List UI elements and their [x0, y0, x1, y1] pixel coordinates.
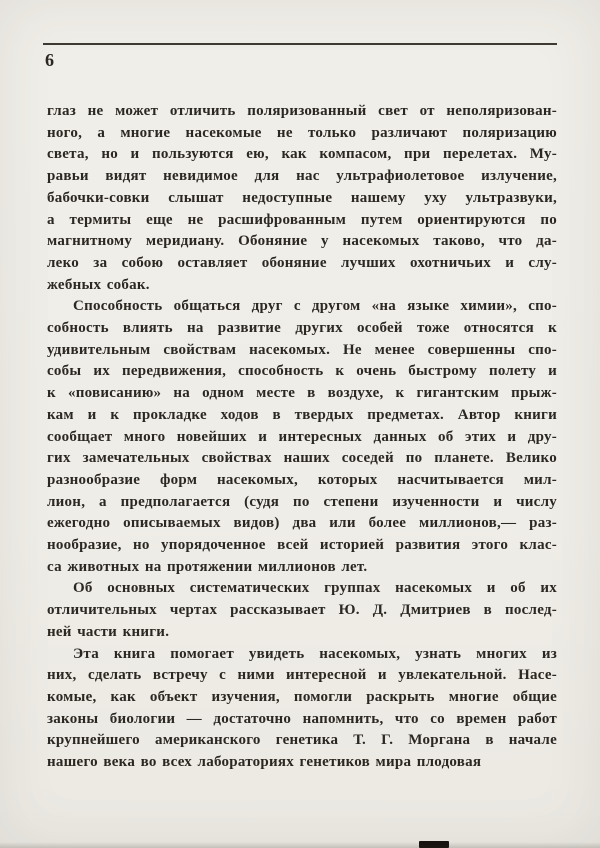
- header-rule: [43, 43, 557, 45]
- text-line: жебных собак.: [47, 276, 150, 293]
- paragraph: [47, 578, 557, 643]
- paragraph: [47, 101, 557, 296]
- text-line: магнитному меридиану. Обоняние у насекомых таково, что да-: [47, 233, 557, 250]
- text-line: Эта книга помогает увидеть насекомых, узнать многих из: [73, 645, 557, 662]
- text-line: законы биологии — достаточно напомнить, что со времен работ: [47, 710, 557, 727]
- page-number: 6: [45, 50, 55, 70]
- text-line: ного, а многие насекомые не только различают поляризацию: [47, 124, 557, 141]
- paragraph: [47, 296, 557, 578]
- text-line: леко за собою оставляет обоняние лучших охотничьих и слу-: [47, 254, 557, 271]
- text-line: нообразие, но упорядоченное всей историей развития этого клас-: [47, 537, 557, 554]
- text-line: ежегодно описываемых видов) два или более миллионов,— раз-: [47, 515, 557, 532]
- text-line: лион, а предполагается (судя по степени изученности и числу: [47, 493, 557, 510]
- text-line: гих замечательных свойствах наших соседей по планете. Велико: [47, 450, 557, 467]
- text-line: к «повисанию» на одном месте в воздухе, к гигантским прыж-: [47, 385, 557, 402]
- text-line: света, но и пользуются ею, как компасом, при перелетах. Му-: [47, 146, 557, 163]
- text-line: кам и к прокладке ходов в твердых предметах. Автор книги: [47, 406, 557, 423]
- text-block: [47, 101, 557, 774]
- scan-edge-shadow: [0, 842, 600, 848]
- text-line: них, сделать встречу с ними интересной и увлекательной. Насе-: [47, 667, 557, 684]
- text-line: нашего века во всех лабораториях генетиков мира плодовая: [47, 754, 482, 771]
- text-line: бабочки-совки слышат недоступные нашему уху ультразвуки,: [47, 189, 557, 206]
- text-line: разнообразие форм насекомых, которых насчитывается мил-: [47, 471, 557, 488]
- text-line: собность влиять на развитие других особей тоже относятся к: [47, 320, 557, 337]
- text-line: ней части книги.: [47, 623, 170, 640]
- text-line: сообщает много новейших и интересных данных об этих и дру-: [47, 428, 557, 445]
- text-line: собы их передвижения, способность к очень быстрому полету и: [47, 363, 557, 380]
- text-line: а термиты еще не расшифрованным путем ориентируются по: [47, 211, 557, 228]
- text-line: удивительным свойствам насекомых. Не менее совершенны спо-: [47, 341, 557, 358]
- text-line: Способность общаться друг с другом «на языке химии», спо-: [73, 298, 557, 315]
- text-line: комые, как объект изучения, помогли раскрыть многие общие: [47, 688, 557, 705]
- paragraph: [47, 644, 557, 774]
- text-line: крупнейшего американского генетика Т. Г. Моргана в начале: [47, 732, 557, 749]
- text-line: отличительных чертах рассказывает Ю. Д. Дмитриев в послед-: [47, 602, 557, 619]
- text-line: Об основных систематических группах насекомых и об их: [73, 580, 557, 597]
- text-line: равьи видят невидимое для нас ультрафиолетовое излучение,: [47, 168, 557, 185]
- text-line: глаз не может отличить поляризованный свет от неполяризован-: [47, 103, 557, 119]
- text-line: са животных на протяжении миллионов лет.: [47, 558, 368, 575]
